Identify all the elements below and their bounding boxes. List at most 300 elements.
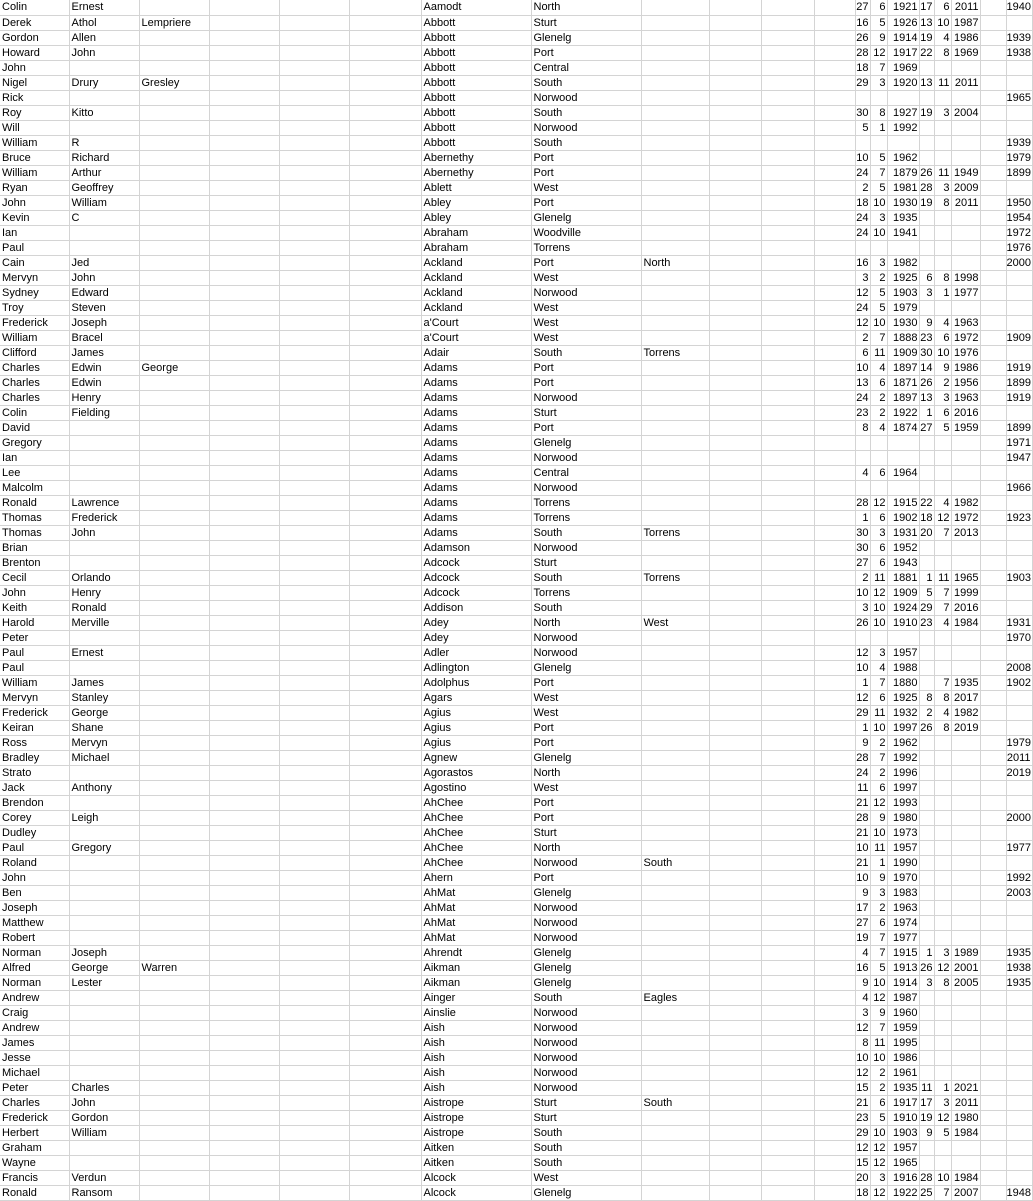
- middle-name-cell[interactable]: James: [69, 675, 139, 690]
- empty-cell[interactable]: [349, 975, 421, 990]
- death-month-cell[interactable]: 3: [934, 1095, 951, 1110]
- death-month-cell[interactable]: 8: [934, 720, 951, 735]
- empty-cell[interactable]: [814, 615, 855, 630]
- birth-year-cell[interactable]: 1997: [887, 780, 919, 795]
- birth-year-cell[interactable]: 1874: [887, 420, 919, 435]
- first-name-cell[interactable]: Charles: [0, 375, 69, 390]
- club-cell[interactable]: Port: [531, 675, 641, 690]
- debut-year-cell[interactable]: [1006, 690, 1032, 705]
- surname-cell[interactable]: Addison: [421, 600, 531, 615]
- empty-cell[interactable]: [709, 225, 761, 240]
- empty-cell[interactable]: [709, 45, 761, 60]
- debut-year-cell[interactable]: 1979: [1006, 736, 1031, 749]
- middle-name-cell[interactable]: John: [69, 45, 139, 60]
- birth-month-cell[interactable]: 10: [870, 615, 887, 630]
- birth-month-cell[interactable]: 3: [870, 75, 887, 90]
- club-cell[interactable]: Port: [531, 195, 641, 210]
- surname-cell[interactable]: Abley: [421, 210, 531, 225]
- empty-cell[interactable]: [709, 315, 761, 330]
- empty-cell[interactable]: [814, 30, 855, 45]
- middle-name-cell[interactable]: John: [69, 270, 139, 285]
- empty-cell[interactable]: [349, 540, 421, 555]
- first-name-cell[interactable]: Cain: [0, 255, 69, 270]
- birth-month-cell[interactable]: 12: [870, 1185, 887, 1200]
- second-club-cell[interactable]: [641, 690, 709, 705]
- middle-name-cell[interactable]: Ronald: [69, 600, 139, 615]
- empty-cell[interactable]: [279, 225, 349, 240]
- third-name-cell[interactable]: [139, 1005, 209, 1020]
- empty-cell[interactable]: [279, 1080, 349, 1095]
- club-cell[interactable]: Sturt: [531, 1095, 641, 1110]
- empty-cell[interactable]: [349, 375, 421, 390]
- death-year-cell[interactable]: [951, 765, 980, 780]
- surname-cell[interactable]: Adams: [421, 435, 531, 450]
- empty-cell[interactable]: [709, 0, 761, 15]
- death-day-cell[interactable]: [919, 915, 934, 930]
- death-year-cell[interactable]: [951, 225, 980, 240]
- birth-month-cell[interactable]: [870, 240, 887, 255]
- surname-cell[interactable]: Ahrendt: [421, 945, 531, 960]
- birth-day-cell[interactable]: 12: [856, 1141, 869, 1154]
- first-name-cell[interactable]: Matthew: [0, 915, 69, 930]
- surname-cell[interactable]: Abraham: [421, 225, 531, 240]
- birth-month-cell[interactable]: 3: [870, 210, 887, 225]
- empty-cell[interactable]: [279, 375, 349, 390]
- empty-cell[interactable]: [814, 420, 855, 435]
- first-name-cell[interactable]: Brendon: [0, 795, 69, 810]
- empty-cell[interactable]: [209, 195, 279, 210]
- birth-year-cell[interactable]: 1915: [887, 495, 919, 510]
- empty-cell[interactable]: [761, 180, 814, 195]
- death-month-cell[interactable]: [934, 900, 951, 915]
- club-cell[interactable]: West: [531, 690, 641, 705]
- death-year-cell[interactable]: [951, 210, 980, 225]
- empty-cell[interactable]: [279, 75, 349, 90]
- second-club-cell[interactable]: [641, 75, 709, 90]
- second-club-cell[interactable]: West: [641, 615, 709, 630]
- empty-cell[interactable]: [761, 750, 814, 765]
- surname-cell[interactable]: Abbott: [421, 105, 531, 120]
- empty-cell[interactable]: [209, 255, 279, 270]
- club-cell[interactable]: West: [531, 270, 641, 285]
- death-year-cell[interactable]: [951, 60, 980, 75]
- third-name-cell[interactable]: [139, 795, 209, 810]
- empty-cell[interactable]: [209, 810, 279, 825]
- second-club-cell[interactable]: [641, 720, 709, 735]
- death-day-cell[interactable]: [919, 990, 934, 1005]
- birth-year-cell[interactable]: 1941: [887, 225, 919, 240]
- birth-year-cell[interactable]: [887, 480, 919, 495]
- empty-cell[interactable]: [761, 540, 814, 555]
- death-month-cell[interactable]: 11: [934, 75, 951, 90]
- empty-cell[interactable]: [709, 180, 761, 195]
- death-day-cell[interactable]: 28: [920, 181, 933, 194]
- third-name-cell[interactable]: [139, 105, 209, 120]
- death-year-cell[interactable]: [951, 120, 980, 135]
- third-name-cell[interactable]: [139, 525, 209, 540]
- third-name-cell[interactable]: [139, 270, 209, 285]
- empty-cell[interactable]: [814, 990, 855, 1005]
- empty-cell[interactable]: [709, 825, 761, 840]
- empty-cell[interactable]: [814, 240, 855, 255]
- death-year-cell[interactable]: 1959: [951, 420, 980, 435]
- middle-name-cell[interactable]: Gregory: [69, 840, 139, 855]
- empty-cell[interactable]: [980, 975, 1006, 990]
- empty-cell[interactable]: [709, 1005, 761, 1020]
- empty-cell[interactable]: [349, 360, 421, 375]
- death-year-cell[interactable]: 2004: [951, 105, 980, 120]
- empty-cell[interactable]: [279, 855, 349, 870]
- empty-cell[interactable]: [980, 150, 1006, 165]
- empty-cell[interactable]: [814, 450, 855, 465]
- birth-day-cell[interactable]: 9: [855, 885, 870, 900]
- surname-cell[interactable]: Adair: [421, 345, 531, 360]
- empty-cell[interactable]: [814, 945, 855, 960]
- empty-cell[interactable]: [209, 1170, 279, 1185]
- birth-day-cell[interactable]: 29: [856, 1126, 869, 1139]
- empty-cell[interactable]: [814, 1110, 855, 1125]
- second-club-cell[interactable]: [641, 870, 709, 885]
- club-cell[interactable]: North: [531, 0, 641, 15]
- empty-cell[interactable]: [980, 810, 1006, 825]
- empty-cell[interactable]: [761, 1065, 814, 1080]
- empty-cell[interactable]: [761, 735, 814, 750]
- empty-cell[interactable]: [209, 360, 279, 375]
- birth-month-cell[interactable]: 4: [870, 660, 887, 675]
- empty-cell[interactable]: [980, 0, 1006, 15]
- birth-month-cell[interactable]: 9: [870, 1005, 887, 1020]
- debut-year-cell[interactable]: 1976: [1006, 241, 1031, 254]
- second-club-cell[interactable]: [641, 15, 709, 30]
- death-day-cell[interactable]: 19: [920, 196, 933, 209]
- death-day-cell[interactable]: [919, 750, 934, 765]
- empty-cell[interactable]: [709, 1155, 761, 1170]
- first-name-cell[interactable]: Brian: [0, 540, 69, 555]
- death-day-cell[interactable]: 11: [919, 1080, 934, 1095]
- empty-cell[interactable]: [814, 870, 855, 885]
- death-day-cell[interactable]: 26: [920, 961, 933, 974]
- empty-cell[interactable]: [209, 225, 279, 240]
- empty-cell[interactable]: [980, 930, 1006, 945]
- birth-day-cell[interactable]: [855, 435, 870, 450]
- birth-year-cell[interactable]: 1879: [887, 165, 919, 180]
- empty-cell[interactable]: [814, 1095, 855, 1110]
- empty-cell[interactable]: [980, 570, 1006, 585]
- death-month-cell[interactable]: 8: [934, 690, 951, 705]
- empty-cell[interactable]: [709, 510, 761, 525]
- death-year-cell[interactable]: 1982: [951, 495, 980, 510]
- debut-year-cell[interactable]: 1940: [1006, 1, 1031, 14]
- death-year-cell[interactable]: [951, 825, 980, 840]
- death-year-cell[interactable]: 2011: [951, 75, 980, 90]
- death-day-cell[interactable]: [919, 135, 934, 150]
- empty-cell[interactable]: [279, 435, 349, 450]
- debut-year-cell[interactable]: [1006, 315, 1032, 330]
- death-year-cell[interactable]: 2011: [951, 1095, 980, 1110]
- birth-year-cell[interactable]: 1924: [887, 600, 919, 615]
- middle-name-cell[interactable]: Henry: [69, 390, 139, 405]
- empty-cell[interactable]: [209, 1065, 279, 1080]
- debut-year-cell[interactable]: [1006, 405, 1032, 420]
- empty-cell[interactable]: [279, 1035, 349, 1050]
- birth-day-cell[interactable]: 9: [855, 975, 870, 990]
- death-day-cell[interactable]: 17: [920, 1096, 933, 1109]
- birth-month-cell[interactable]: 2: [870, 390, 887, 405]
- empty-cell[interactable]: [709, 1020, 761, 1035]
- third-name-cell[interactable]: [139, 210, 209, 225]
- surname-cell[interactable]: AhChee: [421, 840, 531, 855]
- birth-day-cell[interactable]: [855, 450, 870, 465]
- debut-year-cell[interactable]: 1935: [1006, 976, 1031, 989]
- empty-cell[interactable]: [980, 1095, 1006, 1110]
- empty-cell[interactable]: [980, 210, 1006, 225]
- third-name-cell[interactable]: [139, 330, 209, 345]
- birth-year-cell[interactable]: [887, 450, 919, 465]
- third-name-cell[interactable]: [139, 915, 209, 930]
- empty-cell[interactable]: [709, 300, 761, 315]
- empty-cell[interactable]: [814, 675, 855, 690]
- death-month-cell[interactable]: [934, 60, 951, 75]
- empty-cell[interactable]: [209, 285, 279, 300]
- birth-month-cell[interactable]: 6: [870, 690, 887, 705]
- birth-day-cell[interactable]: 16: [856, 961, 869, 974]
- empty-cell[interactable]: [761, 795, 814, 810]
- birth-month-cell[interactable]: 6: [870, 540, 887, 555]
- death-year-cell[interactable]: 1935: [951, 675, 980, 690]
- empty-cell[interactable]: [349, 1065, 421, 1080]
- birth-day-cell[interactable]: 13: [856, 376, 869, 389]
- death-year-cell[interactable]: 1963: [951, 390, 980, 405]
- middle-name-cell[interactable]: [69, 1050, 139, 1065]
- birth-month-cell[interactable]: 3: [870, 645, 887, 660]
- debut-year-cell[interactable]: [1006, 1035, 1032, 1050]
- birth-day-cell[interactable]: 12: [856, 1066, 869, 1079]
- surname-cell[interactable]: AhMat: [421, 915, 531, 930]
- club-cell[interactable]: Woodville: [531, 225, 641, 240]
- empty-cell[interactable]: [709, 855, 761, 870]
- club-cell[interactable]: Port: [531, 150, 641, 165]
- birth-month-cell[interactable]: 1: [870, 120, 887, 135]
- surname-cell[interactable]: Aish: [421, 1035, 531, 1050]
- first-name-cell[interactable]: Ryan: [0, 180, 69, 195]
- birth-month-cell[interactable]: 4: [870, 360, 887, 375]
- second-club-cell[interactable]: [641, 795, 709, 810]
- third-name-cell[interactable]: [139, 600, 209, 615]
- birth-year-cell[interactable]: 1969: [887, 60, 919, 75]
- empty-cell[interactable]: [761, 1140, 814, 1155]
- birth-year-cell[interactable]: 1980: [887, 810, 919, 825]
- empty-cell[interactable]: [349, 75, 421, 90]
- birth-day-cell[interactable]: 21: [856, 796, 869, 809]
- birth-month-cell[interactable]: 10: [870, 1125, 887, 1140]
- death-year-cell[interactable]: [951, 990, 980, 1005]
- second-club-cell[interactable]: [641, 240, 709, 255]
- empty-cell[interactable]: [279, 825, 349, 840]
- birth-year-cell[interactable]: [887, 240, 919, 255]
- debut-year-cell[interactable]: [1006, 270, 1032, 285]
- empty-cell[interactable]: [279, 150, 349, 165]
- club-cell[interactable]: South: [531, 600, 641, 615]
- birth-day-cell[interactable]: 12: [856, 691, 869, 704]
- surname-cell[interactable]: Adams: [421, 480, 531, 495]
- birth-month-cell[interactable]: 10: [870, 720, 887, 735]
- birth-day-cell[interactable]: 1: [855, 675, 870, 690]
- empty-cell[interactable]: [349, 900, 421, 915]
- death-day-cell[interactable]: 3: [919, 285, 934, 300]
- empty-cell[interactable]: [349, 90, 421, 105]
- first-name-cell[interactable]: Howard: [0, 45, 69, 60]
- empty-cell[interactable]: [980, 465, 1006, 480]
- death-day-cell[interactable]: [919, 90, 934, 105]
- empty-cell[interactable]: [279, 1020, 349, 1035]
- debut-year-cell[interactable]: [1006, 285, 1032, 300]
- death-month-cell[interactable]: 2: [934, 375, 951, 390]
- empty-cell[interactable]: [209, 75, 279, 90]
- second-club-cell[interactable]: [641, 1110, 709, 1125]
- birth-year-cell[interactable]: 1926: [887, 15, 919, 30]
- third-name-cell[interactable]: [139, 735, 209, 750]
- death-year-cell[interactable]: 1972: [951, 510, 980, 525]
- birth-year-cell[interactable]: 1995: [887, 1035, 919, 1050]
- club-cell[interactable]: West: [531, 1170, 641, 1185]
- club-cell[interactable]: Glenelg: [531, 885, 641, 900]
- birth-month-cell[interactable]: 11: [870, 1035, 887, 1050]
- empty-cell[interactable]: [209, 885, 279, 900]
- empty-cell[interactable]: [980, 735, 1006, 750]
- debut-year-cell[interactable]: 1938: [1006, 961, 1031, 974]
- surname-cell[interactable]: AhChee: [421, 795, 531, 810]
- first-name-cell[interactable]: Rick: [0, 90, 69, 105]
- empty-cell[interactable]: [761, 1170, 814, 1185]
- second-club-cell[interactable]: [641, 465, 709, 480]
- empty-cell[interactable]: [709, 30, 761, 45]
- empty-cell[interactable]: [814, 180, 855, 195]
- first-name-cell[interactable]: Troy: [0, 300, 69, 315]
- second-club-cell[interactable]: South: [641, 855, 709, 870]
- birth-year-cell[interactable]: 1897: [887, 360, 919, 375]
- empty-cell[interactable]: [980, 315, 1006, 330]
- death-day-cell[interactable]: 13: [920, 16, 933, 29]
- third-name-cell[interactable]: George: [139, 360, 209, 375]
- empty-cell[interactable]: [980, 585, 1006, 600]
- empty-cell[interactable]: [761, 840, 814, 855]
- empty-cell[interactable]: [761, 660, 814, 675]
- second-club-cell[interactable]: [641, 285, 709, 300]
- death-day-cell[interactable]: 28: [920, 1171, 933, 1184]
- surname-cell[interactable]: Aish: [421, 1050, 531, 1065]
- birth-year-cell[interactable]: 1992: [887, 750, 919, 765]
- death-year-cell[interactable]: 1949: [951, 165, 980, 180]
- death-year-cell[interactable]: [951, 660, 980, 675]
- empty-cell[interactable]: [709, 255, 761, 270]
- surname-cell[interactable]: Aitken: [421, 1155, 531, 1170]
- empty-cell[interactable]: [814, 195, 855, 210]
- empty-cell[interactable]: [209, 705, 279, 720]
- empty-cell[interactable]: [349, 285, 421, 300]
- first-name-cell[interactable]: Frederick: [0, 705, 69, 720]
- empty-cell[interactable]: [814, 1005, 855, 1020]
- birth-month-cell[interactable]: [870, 630, 887, 645]
- empty-cell[interactable]: [980, 825, 1006, 840]
- surname-cell[interactable]: Abbott: [421, 90, 531, 105]
- empty-cell[interactable]: [349, 450, 421, 465]
- empty-cell[interactable]: [279, 210, 349, 225]
- third-name-cell[interactable]: [139, 165, 209, 180]
- empty-cell[interactable]: [349, 825, 421, 840]
- death-year-cell[interactable]: 1989: [951, 945, 980, 960]
- death-month-cell[interactable]: 7: [934, 1185, 951, 1200]
- birth-month-cell[interactable]: 3: [870, 255, 887, 270]
- birth-day-cell[interactable]: 10: [856, 661, 869, 674]
- death-month-cell[interactable]: [934, 930, 951, 945]
- empty-cell[interactable]: [279, 705, 349, 720]
- empty-cell[interactable]: [814, 285, 855, 300]
- death-month-cell[interactable]: 4: [934, 615, 951, 630]
- debut-year-cell[interactable]: [1006, 1140, 1032, 1155]
- empty-cell[interactable]: [761, 0, 814, 15]
- club-cell[interactable]: Norwood: [531, 855, 641, 870]
- club-cell[interactable]: South: [531, 1155, 641, 1170]
- debut-year-cell[interactable]: [1006, 555, 1032, 570]
- empty-cell[interactable]: [279, 1125, 349, 1140]
- debut-year-cell[interactable]: [1006, 915, 1032, 930]
- death-year-cell[interactable]: [951, 150, 980, 165]
- birth-year-cell[interactable]: 1913: [887, 960, 919, 975]
- empty-cell[interactable]: [279, 930, 349, 945]
- empty-cell[interactable]: [761, 600, 814, 615]
- death-day-cell[interactable]: [919, 1065, 934, 1080]
- first-name-cell[interactable]: Colin: [0, 405, 69, 420]
- empty-cell[interactable]: [761, 345, 814, 360]
- birth-year-cell[interactable]: 1970: [887, 870, 919, 885]
- birth-year-cell[interactable]: 1996: [887, 765, 919, 780]
- birth-day-cell[interactable]: 12: [856, 646, 869, 659]
- empty-cell[interactable]: [279, 480, 349, 495]
- empty-cell[interactable]: [279, 675, 349, 690]
- empty-cell[interactable]: [980, 1125, 1006, 1140]
- empty-cell[interactable]: [814, 1140, 855, 1155]
- death-month-cell[interactable]: [934, 150, 951, 165]
- empty-cell[interactable]: [761, 1035, 814, 1050]
- empty-cell[interactable]: [709, 720, 761, 735]
- third-name-cell[interactable]: [139, 135, 209, 150]
- birth-day-cell[interactable]: 1: [855, 510, 870, 525]
- empty-cell[interactable]: [279, 1005, 349, 1020]
- surname-cell[interactable]: Abraham: [421, 240, 531, 255]
- debut-year-cell[interactable]: [1006, 1170, 1032, 1185]
- death-year-cell[interactable]: [951, 1020, 980, 1035]
- second-club-cell[interactable]: [641, 915, 709, 930]
- birth-year-cell[interactable]: 1957: [887, 1140, 919, 1155]
- birth-month-cell[interactable]: 7: [870, 165, 887, 180]
- empty-cell[interactable]: [709, 405, 761, 420]
- empty-cell[interactable]: [709, 705, 761, 720]
- birth-day-cell[interactable]: 21: [856, 856, 869, 869]
- middle-name-cell[interactable]: William: [69, 1125, 139, 1140]
- first-name-cell[interactable]: Ben: [0, 885, 69, 900]
- empty-cell[interactable]: [209, 975, 279, 990]
- empty-cell[interactable]: [814, 750, 855, 765]
- birth-day-cell[interactable]: 2: [855, 330, 870, 345]
- first-name-cell[interactable]: Michael: [0, 1065, 69, 1080]
- empty-cell[interactable]: [709, 375, 761, 390]
- birth-year-cell[interactable]: 1983: [887, 885, 919, 900]
- first-name-cell[interactable]: Colin: [0, 0, 69, 15]
- empty-cell[interactable]: [349, 915, 421, 930]
- empty-cell[interactable]: [980, 360, 1006, 375]
- empty-cell[interactable]: [761, 870, 814, 885]
- first-name-cell[interactable]: Ronald: [0, 1185, 69, 1200]
